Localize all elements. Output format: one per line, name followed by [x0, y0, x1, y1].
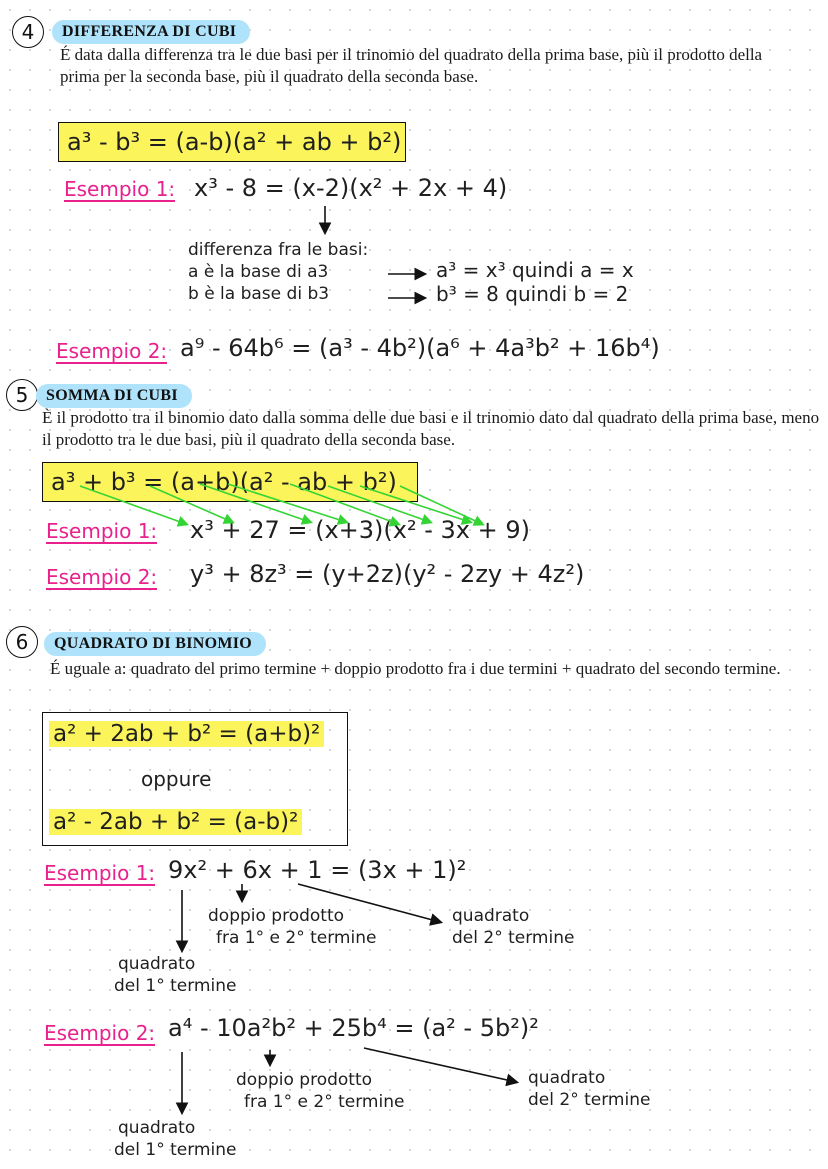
formula: a³ + b³ = (a+b)(a² - ab + b²) [51, 468, 397, 496]
example-label: Esempio 1: [44, 861, 156, 885]
note-line: b è la base di b3 [188, 284, 330, 304]
section-description: È il prodotto tra il binomio dato dalla somma delle due basi e il trinomio dato dal quadrato della prima base, meno il prodotto tra le due basi, più il quadrato della seconda base. [42, 408, 820, 449]
example-formula: 9x² + 6x + 1 = (3x + 1)² [168, 856, 467, 884]
example-formula: x³ - 8 = (x-2)(x² + 2x + 4) [194, 174, 508, 202]
section-title-quadrato-di-binomio: QUADRATO DI BINOMIO [44, 632, 266, 656]
arrow-right-icon [364, 1048, 516, 1082]
section-number-4: 4 [12, 16, 44, 48]
example-label: Esempio 2: [44, 1021, 156, 1045]
annotation-double-product: doppio prodotto [236, 1070, 373, 1090]
annotation-double-product: fra 1° e 2° termine [216, 928, 377, 948]
annotation-square-second: quadrato [528, 1068, 606, 1088]
annotation-square-second: quadrato [452, 906, 530, 926]
example-formula: x³ + 27 = (x+3)(x² - 3x + 9) [190, 516, 530, 544]
section-description: É data dalla differenza tra le due basi per il trinomio del quadrato della prima base, più il prodotto della prima per la seconda base, più il quadrato della seconda base. [60, 45, 763, 86]
annotation-double-product: doppio prodotto [208, 906, 345, 926]
annotation-square-second: del 2° termine [452, 928, 575, 948]
section-title-somma-di-cubi: SOMMA DI CUBI [36, 384, 192, 408]
annotation-square-first: quadrato [118, 954, 196, 974]
example-label: Esempio 1: [64, 177, 176, 201]
section-title-differenza-di-cubi: DIFFERENZA DI CUBI [52, 20, 250, 44]
annotation-square-second: del 2° termine [528, 1090, 651, 1110]
formula: a² + 2ab + b² = (a+b)² [49, 721, 324, 747]
formula: a² - 2ab + b² = (a-b)² [49, 809, 302, 835]
section-description: É uguale a: quadrato del primo termine + doppio prodotto fra i due termini + quadrato del secondo termine. [50, 659, 781, 678]
note-heading: differenza fra le basi: [188, 240, 369, 260]
example-label: Esempio 1: [46, 519, 158, 543]
example-formula: a⁴ - 10a²b² + 25b⁴ = (a² - 5b²)² [168, 1014, 539, 1042]
note-line: a è la base di a3 [188, 262, 329, 282]
arrow-right-icon [298, 884, 440, 922]
example-formula: y³ + 8z³ = (y+2z)(y² - 2zy + 4z²) [190, 560, 585, 588]
formula: a³ - b³ = (a-b)(a² + ab + b²) [67, 128, 402, 156]
green-arrows [80, 484, 482, 524]
note-result: b³ = 8 quindi b = 2 [436, 282, 629, 306]
example-formula: a⁹ - 64b⁶ = (a³ - 4b²)(a⁶ + 4a³b² + 16b⁴) [180, 334, 660, 362]
example-label: Esempio 2: [56, 339, 168, 363]
example-label: Esempio 2: [46, 565, 158, 589]
note-result: a³ = x³ quindi a = x [436, 258, 634, 282]
annotation-square-first: del 1° termine [114, 1140, 237, 1160]
section-number-5: 5 [6, 379, 38, 411]
section-number-6: 6 [6, 626, 38, 658]
oppure-text: oppure [141, 767, 212, 791]
annotation-square-first: quadrato [118, 1118, 196, 1138]
annotation-double-product: fra 1° e 2° termine [244, 1092, 405, 1112]
annotation-square-first: del 1° termine [114, 976, 237, 996]
